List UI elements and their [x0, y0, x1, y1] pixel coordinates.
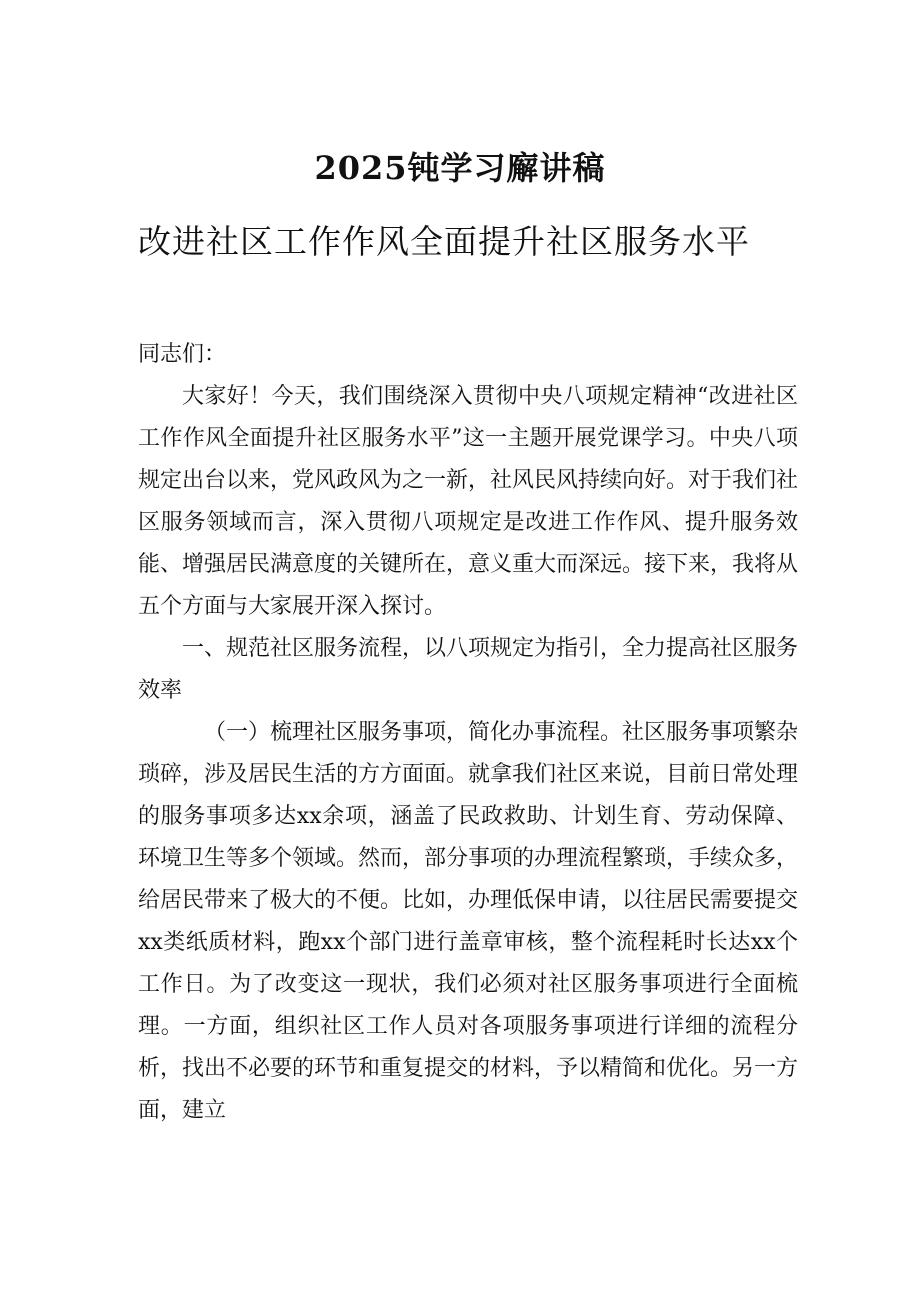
salutation: 同志们：	[138, 342, 227, 367]
body-paragraph: （一）梳理社区服务事项，简化办事流程。社区服务事项繁杂琐碎，涉及居民生活的方方面面。就拿我们社区来说，目前日常处理的服务事项多达xx余项，涵盖了民政救助、计划生育、劳动保障、环境卫生等多个领域。然而，部分事项的办理流程繁琐，手续众多，给居民带来了极大的不便。比如，办理低保申请，以往居民需要提交xx类纸质材料，跑xx个部门进行盖章审核，整个流程耗时长达xx个工作日。为了改变这一现状，我们必须对社区服务事项进行全面梳理。一方面，组织社区工作人员对各项服务事项进行详细的流程分析，找出不必要的环节和重复提交的材料，予以精简和优化。另一方面，建立	[138, 720, 799, 1123]
section-heading: 一、规范社区服务流程，以八项规定为指引，全力提高社区服务效率	[138, 636, 799, 703]
body-paragraph: 大家好！今天，我们围绕深入贯彻中央八项规定精神“改进社区工作作风全面提升社区服务水平”这一主题开展党课学习。中央八项规定出台以来，党风政风为之一新，社风民风持续向好。对于我们社区服务领域而言，深入贯彻八项规定是改进工作作风、提升服务效能、增强居民满意度的关键所在，意义重大而深远。接下来，我将从五个方面与大家展开深入探讨。	[138, 384, 799, 619]
document-title: 2025钝学习廨讲稿	[314, 149, 606, 187]
document-subtitle: 改进社区工作作风全面提升社区服务水平	[138, 222, 750, 261]
document-body	[138, 334, 798, 1132]
